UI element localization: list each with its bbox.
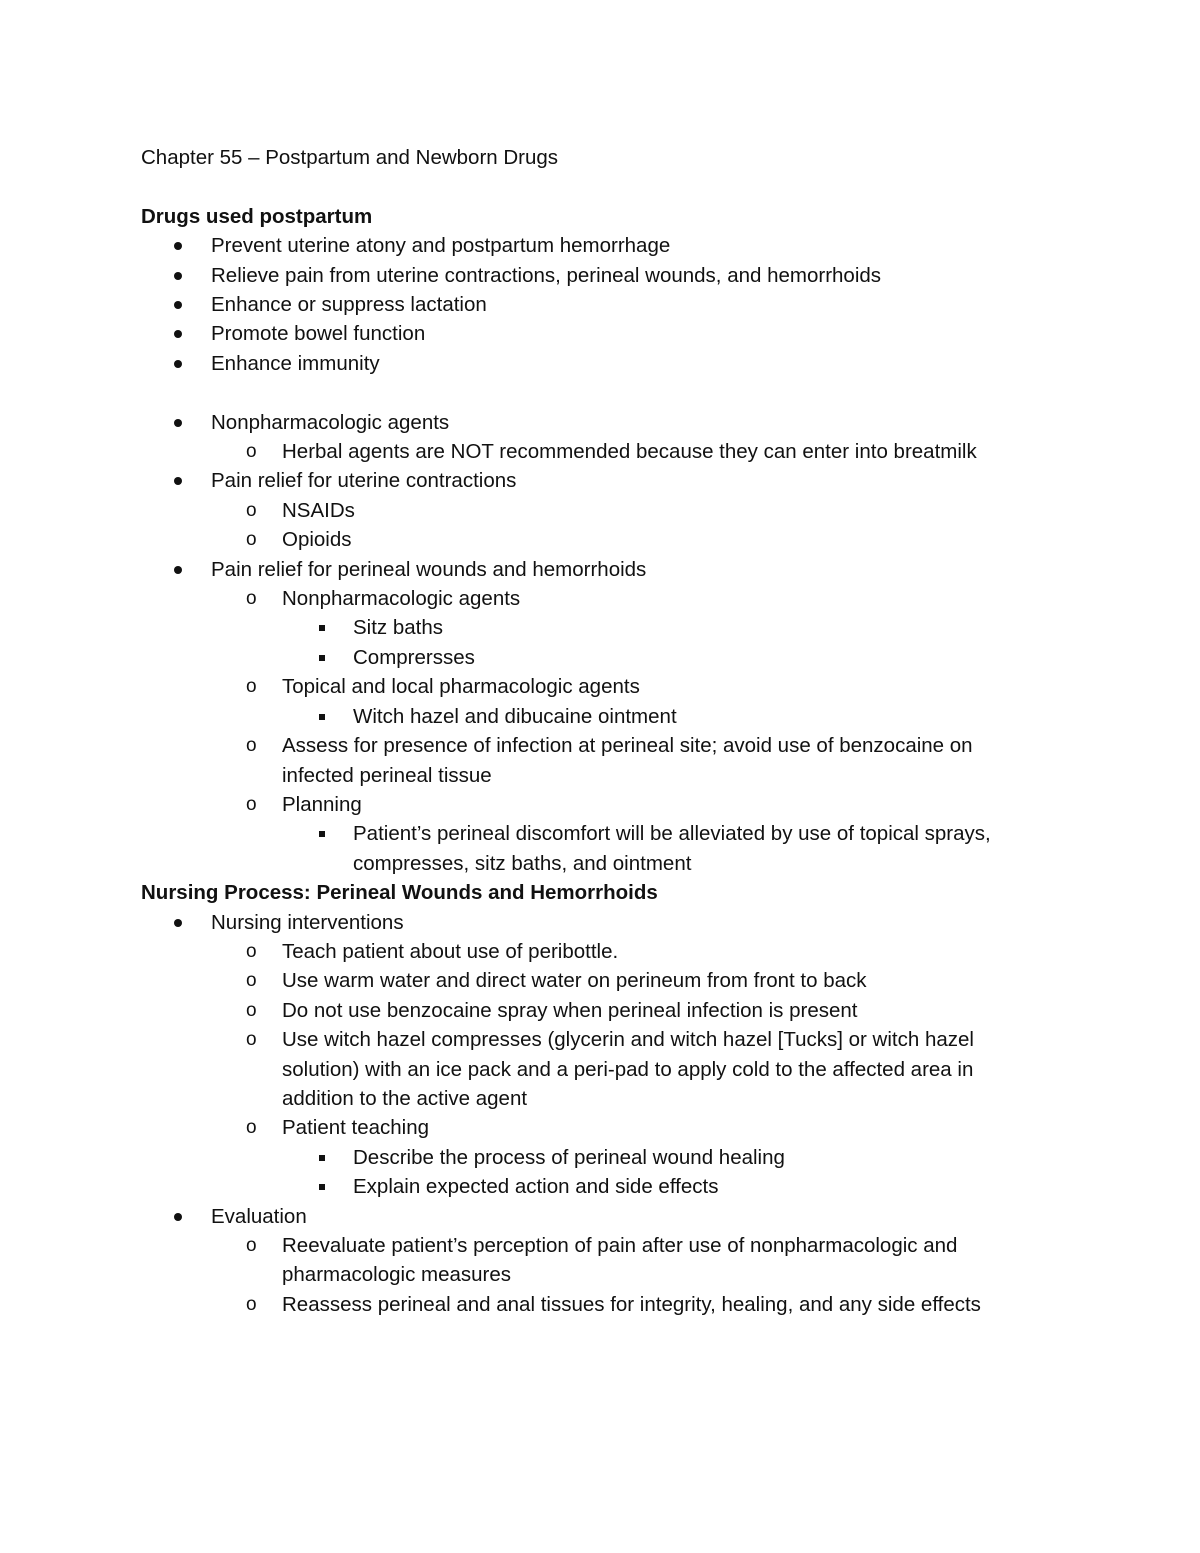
bullet-icon bbox=[174, 566, 182, 574]
list-item bbox=[141, 261, 1041, 290]
sub-sub-list-item-text: Explain expected action and side effects bbox=[353, 1175, 719, 1199]
bullet-icon bbox=[174, 419, 182, 427]
square-bullet-icon bbox=[319, 831, 325, 837]
sub-sub-list bbox=[282, 613, 1041, 672]
sub-sub-list bbox=[282, 702, 1041, 731]
list-item-text: Enhance or suppress lactation bbox=[211, 293, 487, 317]
list-item bbox=[141, 319, 1041, 348]
sub-list-item bbox=[211, 1113, 1041, 1201]
sub-list bbox=[211, 496, 1041, 555]
sub-list-item bbox=[211, 584, 1041, 672]
sub-sub-list-item-text: Describe the process of perineal wound healing bbox=[353, 1145, 785, 1169]
sub-sub-list-item-text: Comprersses bbox=[353, 645, 475, 669]
list-item-text: Enhance immunity bbox=[211, 351, 380, 375]
list-item-nonpharmacologic bbox=[141, 408, 1041, 467]
square-bullet-icon bbox=[319, 1155, 325, 1161]
sub-list-item-text: Use witch hazel compresses (glycerin and witch hazel [Tucks] or witch hazel solution) with an ice pack and a peri-pad to apply cold to the affected area in addition to the active agent bbox=[282, 1028, 974, 1110]
sub-list-item-text: Topical and local pharmacologic agents bbox=[282, 675, 640, 699]
sub-sub-list-item bbox=[282, 702, 1041, 731]
list-item-text: Nursing interventions bbox=[211, 910, 404, 934]
list-item-interventions bbox=[141, 908, 1041, 1202]
list-item-perineal bbox=[141, 555, 1041, 878]
circle-bullet-icon: o bbox=[246, 1029, 257, 1051]
circle-bullet-icon: o bbox=[246, 1235, 257, 1256]
drugs-postpartum-list bbox=[141, 231, 1041, 378]
pain-relief-list bbox=[141, 408, 1041, 879]
sub-list bbox=[211, 937, 1041, 1202]
circle-bullet-icon: o bbox=[246, 999, 257, 1021]
bullet-icon bbox=[174, 477, 182, 485]
list-item-text: Pain relief for uterine contractions bbox=[211, 469, 517, 493]
sub-sub-list-item bbox=[282, 613, 1041, 642]
blank-line bbox=[141, 378, 1041, 407]
sub-list-item bbox=[211, 525, 1041, 554]
circle-bullet-icon: o bbox=[246, 441, 257, 463]
page-title: Chapter 55 – Postpartum and Newborn Drugs bbox=[141, 146, 559, 169]
bullet-icon bbox=[174, 360, 182, 368]
sub-list-item-text: Planning bbox=[282, 792, 362, 816]
section-heading-drugs-postpartum: Drugs used postpartum bbox=[141, 204, 373, 228]
document-page bbox=[141, 143, 1041, 1319]
circle-bullet-icon: o bbox=[246, 499, 257, 521]
square-bullet-icon bbox=[319, 1184, 325, 1190]
sub-list-item-text: Nonpharmacologic agents bbox=[282, 587, 521, 611]
sub-sub-list-item-text: Sitz baths bbox=[353, 616, 444, 640]
sub-list-item bbox=[211, 672, 1041, 731]
circle-bullet-icon: o bbox=[246, 1117, 257, 1139]
sub-list-item bbox=[211, 731, 1041, 790]
sub-list-item-text: Opioids bbox=[282, 528, 352, 552]
bullet-icon bbox=[174, 919, 182, 927]
bullet-icon bbox=[174, 1213, 182, 1221]
sub-sub-list-item-text: Patient’s perineal discomfort will be alleviated by use of topical sprays, compresses, sitz baths, and ointment bbox=[353, 822, 991, 875]
sub-list-item-text: Herbal agents are NOT recommended because they can enter into breatmilk bbox=[282, 440, 977, 464]
list-item-text: Pain relief for perineal wounds and hemorrhoids bbox=[211, 557, 647, 581]
list-item-text: Nonpharmacologic agents bbox=[211, 410, 450, 434]
square-bullet-icon bbox=[319, 655, 325, 661]
list-item-text: Prevent uterine atony and postpartum hemorrhage bbox=[211, 234, 671, 258]
bullet-icon bbox=[174, 242, 182, 250]
bullet-icon bbox=[174, 301, 182, 309]
sub-list-item bbox=[211, 437, 1041, 466]
circle-bullet-icon: o bbox=[246, 588, 257, 610]
circle-bullet-icon: o bbox=[246, 676, 257, 698]
sub-list-item-text: Reassess perineal and anal tissues for integrity, healing, and any side effects bbox=[282, 1292, 981, 1316]
list-item-text: Promote bowel function bbox=[211, 322, 426, 346]
circle-bullet-icon: o bbox=[246, 735, 257, 757]
sub-list-item bbox=[211, 496, 1041, 525]
square-bullet-icon bbox=[319, 625, 325, 631]
sub-sub-list-item bbox=[282, 643, 1041, 672]
circle-bullet-icon: o bbox=[246, 529, 257, 551]
sub-sub-list-item bbox=[282, 1172, 1041, 1201]
section-heading-nursing-process: Nursing Process: Perineal Wounds and Hemorrhoids bbox=[141, 881, 658, 905]
list-item-uterine bbox=[141, 466, 1041, 554]
list-item-text: Evaluation bbox=[211, 1204, 307, 1228]
sub-sub-list bbox=[282, 819, 1041, 878]
circle-bullet-icon: o bbox=[246, 940, 257, 962]
list-item-evaluation bbox=[141, 1202, 1041, 1320]
circle-bullet-icon: o bbox=[246, 1293, 257, 1315]
circle-bullet-icon: o bbox=[246, 793, 257, 815]
sub-list bbox=[211, 584, 1041, 878]
sub-list-item bbox=[211, 1231, 1041, 1290]
sub-list bbox=[211, 1231, 1041, 1319]
sub-sub-list bbox=[282, 1143, 1041, 1202]
list-item bbox=[141, 290, 1041, 319]
square-bullet-icon bbox=[319, 714, 325, 720]
sub-list-item bbox=[211, 790, 1041, 878]
sub-list-item bbox=[211, 1290, 1041, 1319]
list-item-text: Relieve pain from uterine contractions, perineal wounds, and hemorrhoids bbox=[211, 263, 882, 287]
bullet-icon bbox=[174, 330, 182, 338]
sub-list-item-text: Teach patient about use of peribottle. bbox=[282, 939, 619, 963]
sub-list-item-text: NSAIDs bbox=[282, 498, 355, 522]
list-item bbox=[141, 231, 1041, 260]
sub-list-item bbox=[211, 937, 1041, 966]
sub-sub-list-item bbox=[282, 819, 1041, 878]
sub-list-item-text: Do not use benzocaine spray when perineal infection is present bbox=[282, 998, 858, 1022]
sub-list-item-text: Use warm water and direct water on perineum from front to back bbox=[282, 969, 867, 993]
sub-sub-list-item bbox=[282, 1143, 1041, 1172]
list-item bbox=[141, 349, 1041, 378]
bullet-icon bbox=[174, 272, 182, 280]
sub-list-item-text: Reevaluate patient’s perception of pain after use of nonpharmacologic and pharmacologic measures bbox=[282, 1234, 958, 1287]
sub-list-item bbox=[211, 1025, 1041, 1113]
sub-list-item-text: Assess for presence of infection at perineal site; avoid use of benzocaine on infected perineal tissue bbox=[282, 734, 973, 787]
sub-list-item bbox=[211, 996, 1041, 1025]
sub-list-item-text: Patient teaching bbox=[282, 1116, 430, 1140]
sub-list-item bbox=[211, 966, 1041, 995]
nursing-process-list bbox=[141, 908, 1041, 1320]
sub-sub-list-item-text: Witch hazel and dibucaine ointment bbox=[353, 704, 677, 728]
sub-list bbox=[211, 437, 1041, 466]
circle-bullet-icon: o bbox=[246, 970, 257, 992]
